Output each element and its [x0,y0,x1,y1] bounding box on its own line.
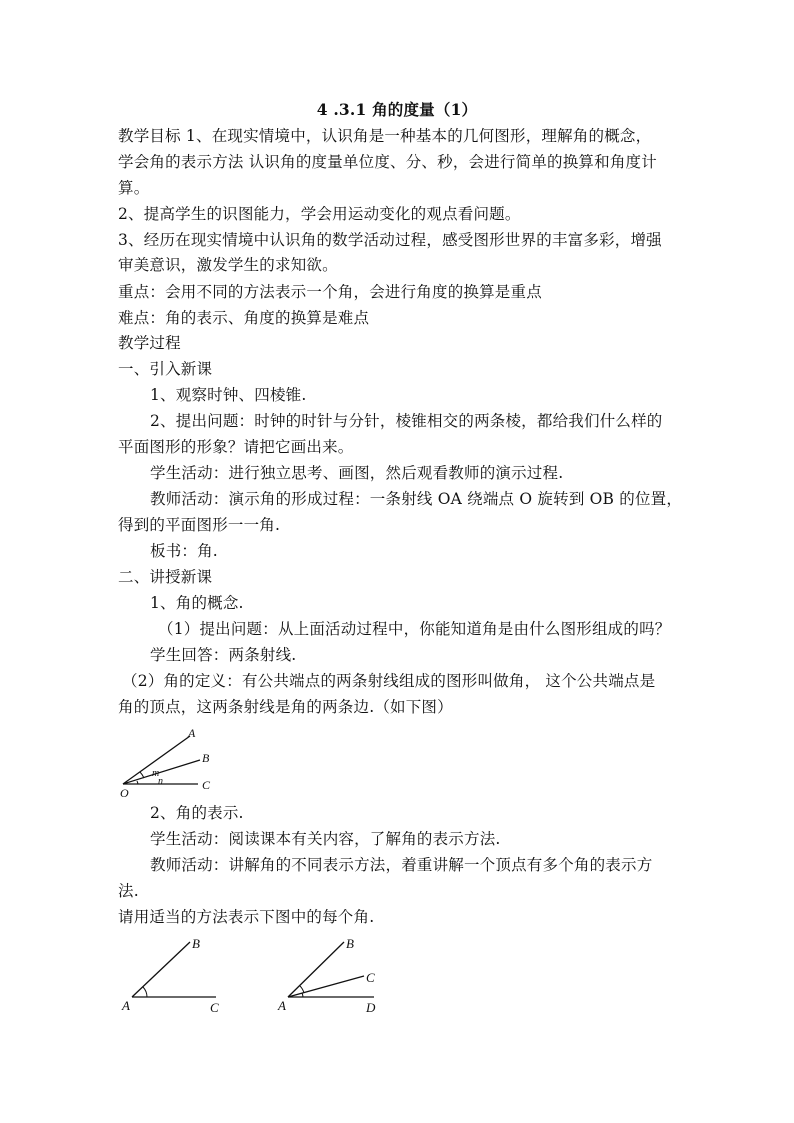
paragraph-line: （2）角的定义：有公共端点的两条射线组成的图形叫做角， 这个公共端点是 [122,672,656,690]
paragraph-line: 学生活动：进行独立思考、画图，然后观看教师的演示过程. [150,464,564,482]
label-a: A [188,726,196,740]
key-point-line: 重点：会用不同的方法表示一个角，会进行角度的换算是重点 [118,283,542,301]
label-d: D [366,1000,376,1015]
label-a: A [122,998,130,1013]
paragraph-line: 审美意识，激发学生的求知欲。 [118,256,338,274]
paragraph-line: 得到的平面图形一一角. [118,516,281,534]
paragraph-line: 2、提高学生的识图能力，学会用运动变化的观点看问题。 [118,205,521,223]
paragraph-line: 教学目标 1、在现实情境中，认识角是一种基本的几何图形，理解角的概念， [118,127,652,145]
label-c: C [366,970,375,985]
label-b: B [346,936,354,951]
paragraph-line: 1、角的概念. [150,594,244,612]
paragraph-line: 教师活动：演示角的形成过程：一条射线 OA 绕端点 O 旋转到 OB 的位置， [150,490,683,508]
paragraph-line: 算。 [118,179,150,197]
paragraph-line: （1）提出问题：从上面活动过程中，你能知道角是由什么图形组成的吗？ [158,620,671,638]
label-c: C [202,778,211,792]
paragraph-line: 角的顶点，这两条射线是角的两条边.（如下图） [118,698,453,716]
paragraph-line: 3、经历在现实情境中认识角的数学活动过程，感受图形世界的丰富多彩，增强 [118,231,662,249]
label-b: B [192,936,200,951]
paragraph-line: 学生活动：阅读课本有关内容，了解角的表示方法. [150,830,501,848]
section-heading: 一、引入新课 [118,360,213,378]
difficulty-line: 难点：角的表示、角度的换算是难点 [118,309,370,327]
paragraph-line: 法. [118,882,139,900]
label-m: m [152,768,160,779]
document-title: 4 .3.1 角的度量（1） [316,100,478,119]
angle-figure-bad [272,932,392,1018]
section-heading: 2、角的表示. [150,804,244,822]
label-n: n [158,776,163,787]
label-o: O [120,786,129,800]
label-b: B [202,751,210,765]
section-heading: 二、讲授新课 [118,568,213,586]
paragraph-line: 学会角的表示方法 认识角的度量单位度、分、秒，会进行简单的换算和角度计 [118,153,657,171]
paragraph-line: 2、提出问题：时钟的时针与分针，棱锥相交的两条棱，都给我们什么样的 [150,412,663,430]
label-a: A [278,998,286,1013]
angle-figure-aoc [110,722,250,802]
section-heading: 教学过程 [118,334,181,352]
paragraph-line: 学生回答：两条射线. [150,646,297,664]
paragraph-line: 教师活动：讲解角的不同表示方法，着重讲解一个顶点有多个角的表示方 [150,856,653,874]
paragraph-line: 1、观察时钟、四棱锥. [150,386,307,404]
angle-figure-bac [118,932,238,1018]
label-c: C [210,1000,219,1015]
paragraph-line: 平面图形的形象？请把它画出来。 [118,438,354,456]
exercise-prompt: 请用适当的方法表示下图中的每个角. [118,908,375,926]
paragraph-line: 板书：角. [150,542,218,560]
